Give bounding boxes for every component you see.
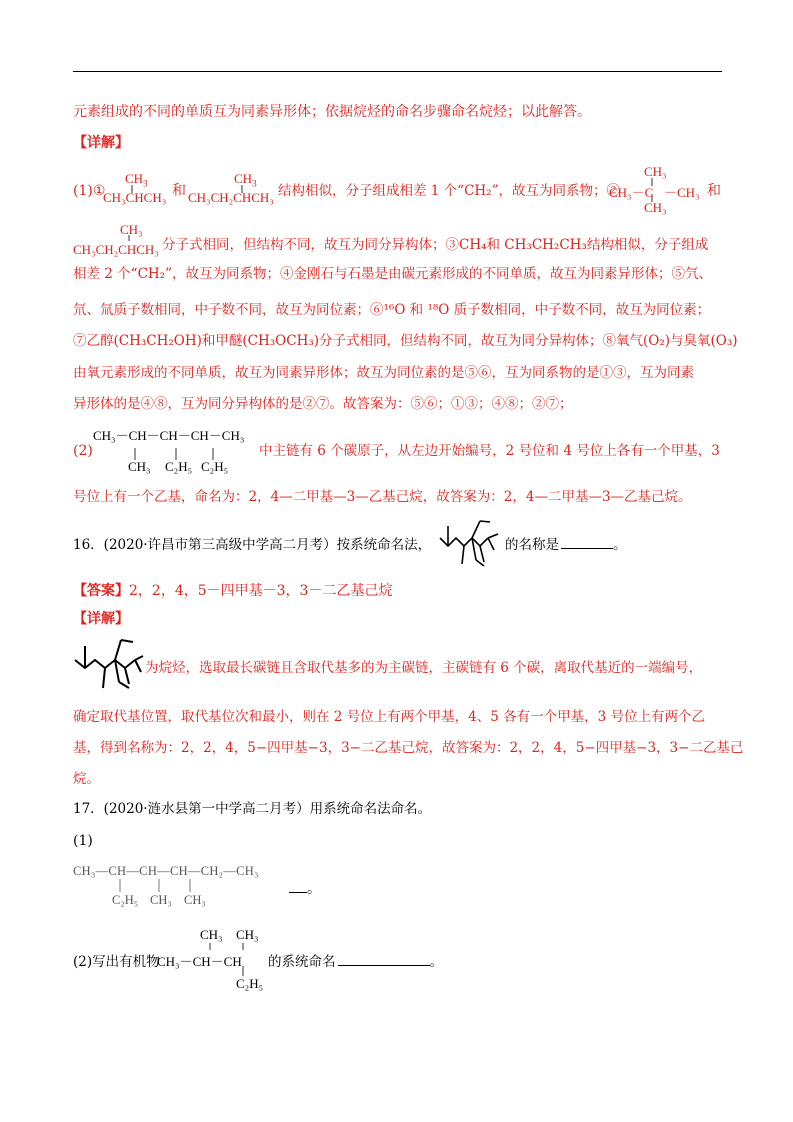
mol-g-top2: CH₃ [236,927,259,942]
mol-b-bottom: CH₃CH₂CHCH₃ [188,190,274,205]
q16-answer: 【答案】2，2，4，5－四甲基－3，3－二乙基己烷 [73,583,393,599]
and-2: 和 [707,183,721,199]
mol-g-left: CH₃－CH－CH [157,954,242,969]
mol-e-sub-2: C₂H₅ [165,459,193,474]
mol-c-left: CH₃－C [609,185,654,200]
p3-line2: 号位上有一个乙基，命名为：2，4—二甲基—3—乙基己烷，故答案为：2，4—二甲基—3—乙基己烷。 [73,489,692,505]
header-rule [73,71,722,72]
mol-f-main: CH₃—CH—CH—CH—CH₂—CH₃ [73,864,259,878]
detail-label-1: 【详解】 [73,135,129,151]
line-1: 相差 2 个“CH₂”，故互为同系物；④金刚石与石墨是由碳元素形成的不同单质，故互为同素异形体；⑤氕、 [73,266,712,282]
q16-detail-3: 基，得到名称为：2，2，4，5−四甲基−3，3−二乙基己烷，故答案为：2，2，4，5−四甲基−3，3−二乙基己 [73,740,744,756]
q16-stem-a: 16．(2020·许昌市第三高级中学高二月考）按系统命名法， [73,537,432,553]
mol-d-top: CH₃ [120,222,143,237]
q17-p2-prefix: (2)写出有机物 [73,954,160,970]
mol-e-main: CH₃－CH－CH－CH－CH₃ [93,428,245,443]
q17-p1-blank[interactable] [289,878,307,893]
q17-p1-answer: 。 [289,878,321,900]
q16-detail-skeletal-structure [73,634,143,692]
q17-p1-label: (1) [73,833,93,849]
mol-a-top: $CH_3$ [125,171,148,189]
q17-stem: 17．(2020·涟水县第一中学高二月考）用系统命名法命名。 [73,801,432,817]
p3-text: 中主链有 6 个碳原子，从左边开始编号，2 号位和 4 号位上各有一个甲基，3 [259,443,720,459]
mol-d-bottom: CH₃CH₂CHCH₃ [73,242,159,257]
q16-detail-1: 为烷烃，选取最长碳链且含取代基多的为主碳链，主碳链有 6 个碳，离取代基近的一端编号， [145,660,703,676]
q16-answer-blank[interactable] [561,534,613,549]
q16-detail-2: 确定取代基位置，取代基位次和最小，则在 2 号位上有两个甲基，4、5 各有一个甲基，3 号位上有两个乙 [73,709,706,725]
mol-g-top1: CH₃ [200,927,223,942]
p1-prefix: (1)① [73,183,106,199]
mol-f-sub-2: CH₃ [150,893,172,907]
q16-skeletal-structure [438,516,504,570]
mol-c-top: CH₃ [644,164,667,179]
intro-line: 元素组成的不同的单质互为同素异形体；依据烷烃的命名步骤命名烷烃；以此解答。 [73,104,591,120]
q17-p2-blank[interactable] [338,951,430,966]
mol-c-bottom: CH₃ [644,200,667,215]
mol-f-sub-1: C₂H₅ [112,893,139,907]
q16-detail-4: 烷。 [73,771,100,787]
and-1: 和 [172,183,186,199]
mol-c-right: －CH₃ [664,185,700,200]
q16-stem-b: 的名称是 。 [505,534,627,556]
mol-f-sub-3: CH₃ [184,893,206,907]
q16-detail-label: 【详解】 [73,611,129,627]
line-5: 异形体的是④⑧，互为同分异构体的是②⑦。故答案为：⑤⑥；①③；④⑧；②⑦； [73,396,573,412]
p3-prefix: (2) [73,443,93,459]
mol-b-top: $CH_3$ [234,171,257,189]
mol-e-sub-3: C₂H₅ [201,459,229,474]
q17-p2-text: 的系统命名 。 [268,951,443,973]
p2-text: 分子式相同，但结构不同，故互为同分异构体；③CH₄和 CH₃CH₂CH₃结构相似，分子组成 [162,237,709,253]
line-3: ⑦乙醇(CH₃CH₂OH)和甲醚(CH₃OCH₃)分子式相同，但结构不同，故互为同分异构体；⑧氧气(O₂)与臭氧(O₃) [73,333,738,349]
mol-e-sub-1: CH₃ [128,459,151,474]
mol-a-bottom: CH₃CHCH₃ [103,190,167,205]
line-4: 由氧元素形成的不同单质，故互为同素异形体；故互为同位素的是⑤⑥，互为同系物的是①③，互为同素 [73,365,694,381]
p1-text: 结构相似，分子组成相差 1 个“CH₂”，故互为同系物；② [278,183,620,199]
line-2: 氘、氚质子数相同，中子数不同，故互为同位素；⑥¹⁶O 和 ¹⁸O 质子数相同，中子数不同，故互为同位素； [73,302,711,318]
mol-g-bottom: C₂H₅ [236,976,264,991]
